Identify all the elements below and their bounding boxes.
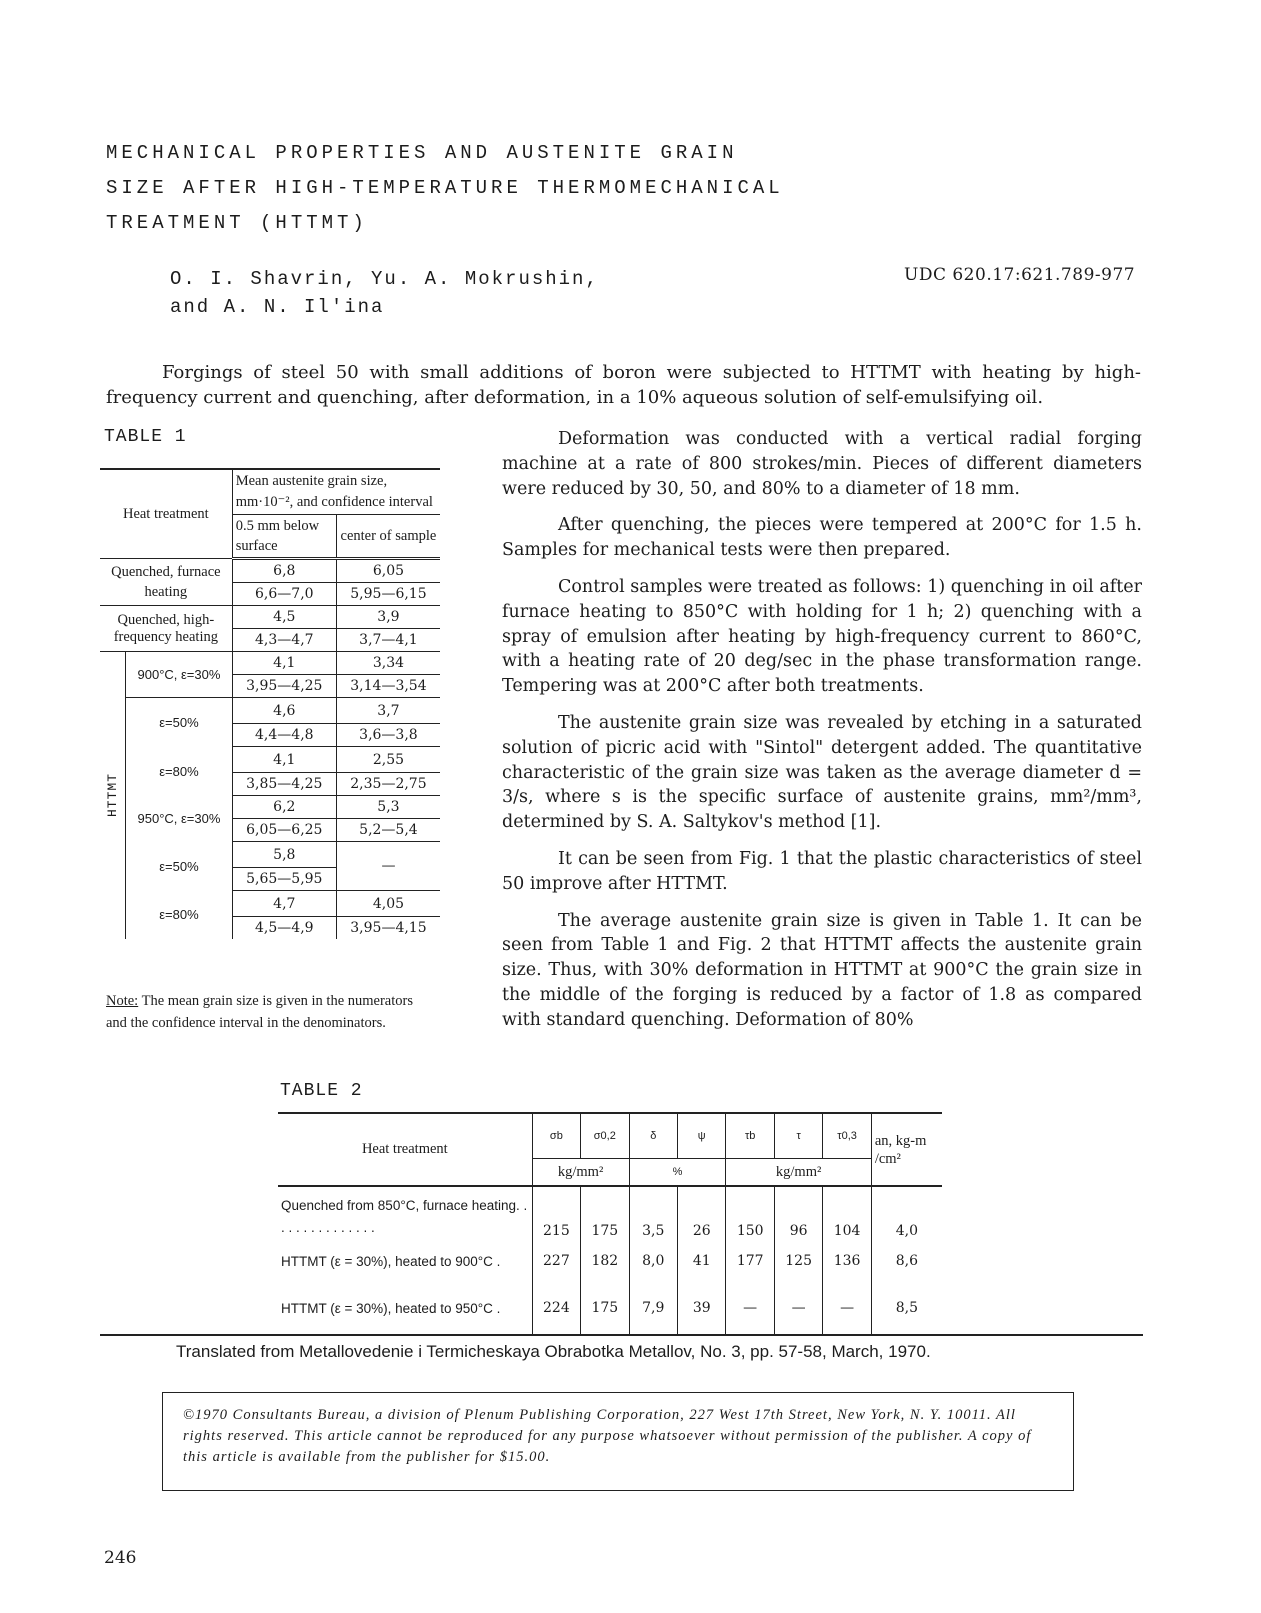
table2-cell: 26 — [678, 1186, 726, 1241]
table1-cell: 5,8 — [232, 842, 336, 868]
table2-cell: 175 — [581, 1281, 629, 1335]
table2-cell: 125 — [774, 1241, 822, 1281]
table2-cell: 104 — [823, 1186, 871, 1241]
table1-cell: — — [336, 842, 440, 891]
authors — [170, 265, 599, 321]
table1-cell: 6,8 — [232, 559, 336, 583]
table1-cell: 3,85—4,25 — [232, 773, 336, 796]
table1-cell: 4,5—4,9 — [232, 917, 336, 940]
copyright-box — [162, 1392, 1074, 1491]
table1-row-label: ε=80% — [126, 747, 232, 796]
table2 — [278, 1112, 942, 1335]
table1-row-label: ε=50% — [126, 698, 232, 747]
table1-note — [106, 990, 426, 1034]
table1-cell: 3,95—4,15 — [336, 917, 440, 940]
author-line: and A. N. Il'ina — [170, 296, 385, 318]
table1-cell: 6,2 — [232, 796, 336, 819]
table2-cell: 150 — [726, 1186, 774, 1241]
footer-rule — [100, 1334, 1143, 1336]
table2-col-header: τb — [726, 1113, 774, 1159]
table1-cell: 3,34 — [336, 652, 440, 675]
table1-row-label: 900°C, ε=30% — [126, 652, 232, 698]
table1-row-label: 950°C, ε=30% — [126, 796, 232, 842]
table2-cell: 7,9 — [629, 1281, 677, 1335]
table2-cell: 39 — [678, 1281, 726, 1335]
author-line: O. I. Shavrin, Yu. A. Mokrushin, — [170, 268, 599, 290]
table2-cell: 177 — [726, 1241, 774, 1281]
table1-row-label: Quenched, high-frequency heating — [100, 606, 232, 652]
table1-cell: 4,7 — [232, 891, 336, 917]
table1-cell: 4,3—4,7 — [232, 629, 336, 652]
table1-col-mean: Mean austenite grain size, mm·10⁻², and confidence interval — [232, 469, 440, 515]
table2-cell: 4,0 — [871, 1186, 942, 1241]
body-paragraph: Deformation was conducted with a vertical radial forging machine at a rate of 800 strokes/min. Pieces of different diameters were reduced by 30, 50, and 80% to a diameter of 18 mm. — [502, 429, 1142, 499]
article-title — [106, 136, 784, 241]
table2-col-header: δ — [629, 1113, 677, 1159]
table2-cell: 182 — [581, 1241, 629, 1281]
body-paragraph: It can be seen from Fig. 1 that the plastic characteristics of steel 50 improve after HTTMT. — [502, 848, 1142, 894]
table1-cell: 5,2—5,4 — [336, 819, 440, 842]
table2-cell: — — [823, 1281, 871, 1335]
table2-cell: 8,6 — [871, 1241, 942, 1281]
body-paragraph: The austenite grain size was revealed by etching in a saturated solution of picric acid with "Sintol" detergent added. The quantitative characteristic of the grain size was taken as the average diameter d = 3/s, where s is the specific surface of austenite grains, mm²/mm³, determined by S. A. Saltykov's method [1]. — [502, 712, 1142, 833]
table2-cell: 96 — [774, 1186, 822, 1241]
table1 — [100, 468, 440, 939]
table1-cell: 4,6 — [232, 698, 336, 724]
page-number: 246 — [104, 1548, 137, 1568]
table2-row-label: HTTMT (ε = 30%), heated to 900°C . — [281, 1253, 501, 1269]
table1-row-label: ε=50% — [126, 842, 232, 891]
table1-cell: 3,9 — [336, 606, 440, 629]
table1-row-label: ε=80% — [126, 891, 232, 940]
table2-cell: 8,0 — [629, 1241, 677, 1281]
table2-cell: 136 — [823, 1241, 871, 1281]
table1-col-heat: Heat treatment — [100, 469, 232, 559]
table2-col-header: an, kg-m /cm² — [871, 1113, 942, 1186]
table1-cell: 4,1 — [232, 747, 336, 773]
table2-unit: % — [629, 1159, 726, 1187]
table2-unit: kg/mm² — [532, 1159, 629, 1187]
table1-cell: 5,95—6,15 — [336, 583, 440, 606]
table1-cell: 3,7 — [336, 698, 440, 724]
udc-code: UDC 620.17:621.789-977 — [904, 265, 1136, 285]
table2-cell: — — [774, 1281, 822, 1335]
table2-col-heat: Heat treatment — [278, 1113, 532, 1186]
table1-cell: 4,05 — [336, 891, 440, 917]
table1-cell: 6,05 — [336, 559, 440, 583]
body-paragraph: Control samples were treated as follows: 1) quenching in oil after furnace heating to 850°C with holding for 1 h; 2) quenching with a spray of emulsion after heating by high-frequency current to 860°C, with a heating rate of 20 deg/sec in the phase transformation range. Tempering was at 200°C after both treatments. — [502, 576, 1142, 697]
table2-cell: 224 — [532, 1281, 580, 1335]
table2-col-header: τ — [774, 1113, 822, 1159]
body-text — [502, 427, 1142, 1045]
table1-col-center: center of sample — [336, 515, 440, 559]
table1-cell: 2,55 — [336, 747, 440, 773]
table2-cell: 175 — [581, 1186, 629, 1241]
table1-cell: 4,4—4,8 — [232, 724, 336, 747]
table1-cell: 6,05—6,25 — [232, 819, 336, 842]
table1-group-label: HTTMT — [105, 773, 121, 818]
table2-label: TABLE 2 — [280, 1081, 363, 1101]
table2-cell: 8,5 — [871, 1281, 942, 1335]
table2-unit: kg/mm² — [726, 1159, 871, 1187]
table1-col-surface: 0.5 mm below surface — [232, 515, 336, 559]
table2-cell: 215 — [532, 1186, 580, 1241]
body-paragraph: The average austenite grain size is given in Table 1. It can be seen from Table 1 and Fig. 2 that HTTMT affects the austenite grain size. Thus, with 30% deformation in HTTMT at 900°C the grain size in the middle of the forging is reduced by a factor of 1.8 as compared with standard quenching. Deformation of 80% — [502, 910, 1142, 1030]
table1-cell: 4,1 — [232, 652, 336, 675]
table2-cell: — — [726, 1281, 774, 1335]
table1-cell: 4,5 — [232, 606, 336, 629]
table2-cell: 41 — [678, 1241, 726, 1281]
table1-label: TABLE 1 — [104, 427, 187, 447]
translation-note: Translated from Metallovedenie i Termicheskaya Obrabotka Metallov, No. 3, pp. 57-58, March, 1970. — [176, 1342, 931, 1361]
table1-cell: 6,6—7,0 — [232, 583, 336, 606]
table2-col-header: σ0,2 — [581, 1113, 629, 1159]
table2-col-header: σb — [532, 1113, 580, 1159]
body-paragraph: After quenching, the pieces were tempered at 200°C for 1.5 h. Samples for mechanical tests were then prepared. — [502, 515, 1142, 561]
table2-cell: 3,5 — [629, 1186, 677, 1241]
table2-col-header: ψ — [678, 1113, 726, 1159]
table1-cell: 3,6—3,8 — [336, 724, 440, 747]
table2-cell: 227 — [532, 1241, 580, 1281]
intro-paragraph: Forgings of steel 50 with small additions of boron were subjected to HTTMT with heating by high-frequency current and quenching, after deformation, in a 10% aqueous solution of self-emulsifying oil. — [106, 362, 1141, 408]
table1-cell: 5,65—5,95 — [232, 868, 336, 891]
table1-row-label: Quenched, furnace heating — [100, 559, 232, 606]
table2-col-header: τ0,3 — [823, 1113, 871, 1159]
table1-cell: 3,95—4,25 — [232, 675, 336, 698]
title-line: SIZE AFTER HIGH-TEMPERATURE THERMOMECHANICAL — [106, 177, 784, 199]
title-line: MECHANICAL PROPERTIES AND AUSTENITE GRAIN — [106, 142, 738, 164]
table1-group — [100, 652, 126, 940]
table1-cell: 3,7—4,1 — [336, 629, 440, 652]
table2-row-label: HTTMT (ε = 30%), heated to 950°C . — [281, 1300, 501, 1316]
table1-cell: 3,14—3,54 — [336, 675, 440, 698]
table1-cell: 5,3 — [336, 796, 440, 819]
title-line: TREATMENT (HTTMT) — [106, 212, 368, 234]
copyright-text: ©1970 Consultants Bureau, a division of Plenum Publishing Corporation, 227 West 17th Street, New York, N. Y. 10011. All rights reserved. This article cannot be reproduced for any purpose whatsoever without permission of the publisher. A copy of this article is available from the publisher for $15.00. — [183, 1407, 1032, 1465]
table1-cell: 2,35—2,75 — [336, 773, 440, 796]
note-text: The mean grain size is given in the numerators and the confidence interval in the denominators. — [106, 993, 413, 1031]
note-label: Note: — [106, 993, 139, 1009]
table2-row-label: Quenched from 850°C, furnace heating. . . . . . . . . . . . . . . — [281, 1198, 528, 1235]
